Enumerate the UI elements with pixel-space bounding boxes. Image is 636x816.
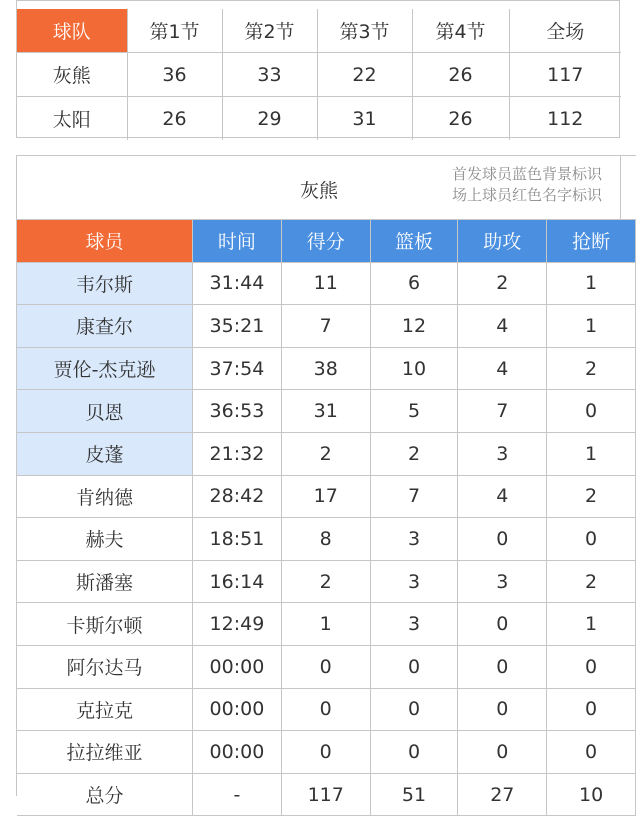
- steals: 2: [547, 560, 636, 603]
- assists: 0: [458, 688, 547, 731]
- assists: 0: [458, 645, 547, 688]
- stats-header-time: 时间: [193, 220, 282, 263]
- steals: 2: [547, 347, 636, 390]
- player-name: 克拉克: [17, 688, 193, 731]
- player-row: [17, 262, 636, 305]
- rebounds: 5: [370, 390, 458, 433]
- team-title-bar: [17, 156, 621, 220]
- rebounds: 0: [370, 645, 458, 688]
- player-row: [17, 731, 636, 774]
- minutes: 18:51: [193, 518, 282, 561]
- player-row: [17, 645, 636, 688]
- stats-header-rebounds: 篮板: [370, 220, 458, 263]
- points: 0: [281, 688, 370, 731]
- legend: [452, 164, 602, 206]
- quarter-score-panel: [16, 0, 620, 138]
- team-name: 灰熊: [299, 180, 338, 202]
- points: 0: [281, 731, 370, 774]
- steals: 0: [547, 731, 636, 774]
- minutes: 00:00: [193, 688, 282, 731]
- assists: 27: [458, 773, 547, 816]
- player-name: 阿尔达马: [17, 645, 193, 688]
- assists: 3: [458, 560, 547, 603]
- player-name: 赫夫: [17, 518, 193, 561]
- assists: 4: [458, 347, 547, 390]
- points: 11: [281, 262, 370, 305]
- minutes: -: [193, 773, 282, 816]
- steals: 1: [547, 432, 636, 475]
- points: 17: [281, 475, 370, 518]
- score-cell: 36: [127, 53, 222, 97]
- rebounds: 7: [370, 475, 458, 518]
- minutes: 16:14: [193, 560, 282, 603]
- rebounds: 3: [370, 518, 458, 561]
- player-row: [17, 688, 636, 731]
- score-total: 112: [509, 97, 621, 141]
- assists: 0: [458, 518, 547, 561]
- minutes: 36:53: [193, 390, 282, 433]
- legend-oncourt-note: 场上球员红色名字标识: [451, 186, 602, 204]
- rebounds: 12: [370, 305, 458, 348]
- score-header-team: 球队: [17, 9, 127, 53]
- player-row: [17, 347, 636, 390]
- player-name: 康查尔: [17, 305, 193, 348]
- player-row: [17, 390, 636, 433]
- score-header-total: 全场: [509, 9, 621, 53]
- minutes: 35:21: [193, 305, 282, 348]
- rebounds: 0: [370, 731, 458, 774]
- score-cell: 22: [317, 53, 412, 97]
- player-name: 韦尔斯: [17, 262, 193, 305]
- rebounds: 3: [370, 560, 458, 603]
- score-header-q4: 第4节: [412, 9, 509, 53]
- steals: 10: [547, 773, 636, 816]
- score-team-name: 灰熊: [17, 53, 127, 97]
- points: 117: [281, 773, 370, 816]
- points: 2: [281, 560, 370, 603]
- steals: 0: [547, 390, 636, 433]
- score-cell: 26: [127, 97, 222, 141]
- player-row: [17, 305, 636, 348]
- steals: 1: [547, 603, 636, 646]
- player-stats-table: [17, 219, 636, 816]
- minutes: 37:54: [193, 347, 282, 390]
- score-cell: 33: [222, 53, 317, 97]
- minutes: 21:32: [193, 432, 282, 475]
- points: 1: [281, 603, 370, 646]
- minutes: 12:49: [193, 603, 282, 646]
- stats-header-player: 球员: [17, 220, 193, 263]
- score-header-row: [17, 9, 621, 53]
- rebounds: 10: [370, 347, 458, 390]
- player-name: 卡斯尔顿: [17, 603, 193, 646]
- steals: 2: [547, 475, 636, 518]
- points: 38: [281, 347, 370, 390]
- steals: 0: [547, 645, 636, 688]
- minutes: 28:42: [193, 475, 282, 518]
- assists: 4: [458, 475, 547, 518]
- player-row: [17, 603, 636, 646]
- score-header-q2: 第2节: [222, 9, 317, 53]
- player-name: 斯潘塞: [17, 560, 193, 603]
- stats-header-assists: 助攻: [458, 220, 547, 263]
- score-cell: 31: [317, 97, 412, 141]
- points: 7: [281, 305, 370, 348]
- rebounds: 0: [370, 688, 458, 731]
- rebounds: 2: [370, 432, 458, 475]
- assists: 7: [458, 390, 547, 433]
- rebounds: 51: [370, 773, 458, 816]
- rebounds: 6: [370, 262, 458, 305]
- score-cell: 26: [412, 53, 509, 97]
- score-row: [17, 97, 621, 141]
- player-stats-panel: [16, 155, 636, 808]
- player-name: 贾伦-杰克逊: [17, 347, 193, 390]
- score-header-q1: 第1节: [127, 9, 222, 53]
- score-cell: 29: [222, 97, 317, 141]
- player-name: 皮蓬: [17, 432, 193, 475]
- steals: 0: [547, 518, 636, 561]
- stats-header-points: 得分: [281, 220, 370, 263]
- stats-header-steals: 抢断: [547, 220, 636, 263]
- player-name: 拉拉维亚: [17, 731, 193, 774]
- minutes: 00:00: [193, 645, 282, 688]
- score-team-name: 太阳: [17, 97, 127, 141]
- player-name: 贝恩: [17, 390, 193, 433]
- assists: 3: [458, 432, 547, 475]
- player-name: 肯纳德: [17, 475, 193, 518]
- assists: 4: [458, 305, 547, 348]
- player-row: [17, 560, 636, 603]
- minutes: 31:44: [193, 262, 282, 305]
- rebounds: 3: [370, 603, 458, 646]
- score-header-q3: 第3节: [317, 9, 412, 53]
- minutes: 00:00: [193, 731, 282, 774]
- score-cell: 26: [412, 97, 509, 141]
- steals: 0: [547, 688, 636, 731]
- total-label: 总分: [17, 773, 193, 816]
- quarter-score-table: [17, 9, 621, 140]
- steals: 1: [547, 262, 636, 305]
- assists: 2: [458, 262, 547, 305]
- player-row: [17, 432, 636, 475]
- score-row: [17, 53, 621, 97]
- score-total: 117: [509, 53, 621, 97]
- assists: 0: [458, 603, 547, 646]
- steals: 1: [547, 305, 636, 348]
- player-row: [17, 518, 636, 561]
- assists: 0: [458, 731, 547, 774]
- points: 8: [281, 518, 370, 561]
- legend-starter-note: 首发球员蓝色背景标识: [451, 165, 602, 183]
- points: 0: [281, 645, 370, 688]
- player-row: [17, 475, 636, 518]
- points: 2: [281, 432, 370, 475]
- points: 31: [281, 390, 370, 433]
- stats-header-row: [17, 220, 636, 263]
- stats-total-row: [17, 773, 636, 816]
